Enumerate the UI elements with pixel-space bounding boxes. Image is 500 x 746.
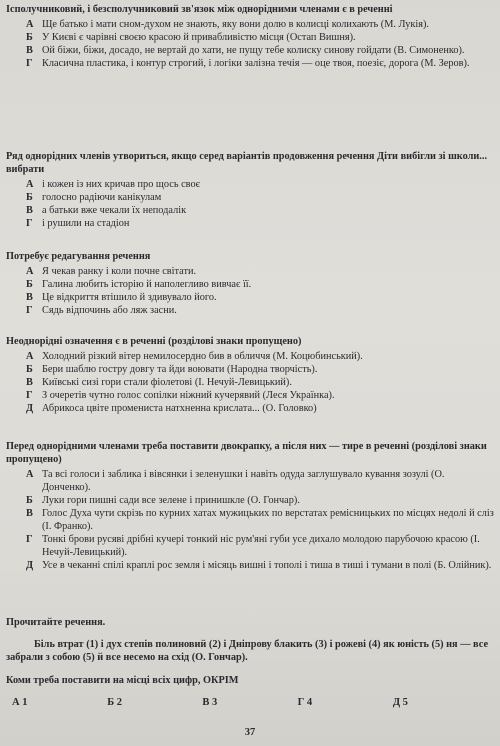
option[interactable]: [6, 278, 494, 291]
option[interactable]: [6, 363, 494, 376]
option-letter: В: [26, 508, 33, 519]
option[interactable]: [6, 31, 494, 44]
question-stem: Неоднорідні означення є в реченні (розділові знаки пропущено): [6, 336, 302, 347]
read-title: Прочитайте речення.: [6, 617, 106, 628]
option[interactable]: [6, 559, 494, 572]
option[interactable]: [6, 217, 494, 230]
option-text: Тонкі брови русяві дрібні кучері тонкий ніс рум'яні губи усе дихало молодою парубочою красою (І. Нечуй-Левицький).: [42, 534, 480, 558]
option-letter: Г: [26, 390, 33, 401]
read-question: Коми треба поставити на місці всіх цифр, ОКРІМ: [6, 675, 239, 686]
option[interactable]: [6, 304, 494, 317]
question-stem: Потребує редагування речення: [6, 251, 151, 262]
option[interactable]: [6, 265, 494, 278]
option-text: Ще батько і мати сном-духом не знають, яку вони долю в колисці колихають (М. Лукія).: [42, 19, 429, 30]
options-list: [6, 178, 494, 230]
option-text: Галина любить історію й наполегливо вивчає її.: [42, 279, 252, 290]
option[interactable]: [6, 494, 494, 507]
answer-option[interactable]: Г 4: [297, 697, 313, 708]
question-4: [6, 335, 494, 415]
options-list: [6, 350, 494, 415]
option-letter: А: [26, 266, 34, 277]
option-text: Я чекав ранку і коли почне світати.: [42, 266, 197, 277]
option[interactable]: [6, 191, 494, 204]
option[interactable]: [6, 204, 494, 217]
option[interactable]: [6, 57, 494, 70]
option-text: Абрикоса цвіте промениста натхненна крислата... (О. Головко): [42, 403, 317, 414]
page-number: 37: [244, 727, 256, 738]
question-5: [6, 440, 494, 572]
option-letter: Б: [26, 192, 33, 203]
option-text: Холодний різкий вітер немилосердно бив в обличчя (М. Коцюбинський).: [42, 351, 363, 362]
answer-option[interactable]: В 3: [202, 697, 218, 708]
option-letter: Б: [26, 364, 33, 375]
option-letter: А: [26, 351, 34, 362]
option-letter: В: [26, 292, 33, 303]
option[interactable]: [6, 291, 494, 304]
answer-options: [12, 697, 488, 708]
option-text: Це відкриття втішило й здивувало його.: [42, 292, 217, 303]
options-list: [6, 265, 494, 317]
question-stem: Ряд однорідних членів утвориться, якщо серед варіантів продовження речення Діти вибігли зі школи... вибрати: [6, 151, 488, 175]
option-letter: Б: [26, 279, 33, 290]
question-3: [6, 250, 494, 317]
options-list: [6, 468, 494, 572]
option-text: Усе в чеканні спілі краплі рос земля і місяць вишні і тополі і тиша в тиші і тумани в полі (Б. Олійник).: [42, 560, 492, 571]
option-text: Та всі голоси і заблика і вівсянки і зеленушки і навіть одуда заглушувало кування зозулі (О. Донченко).: [42, 469, 445, 493]
read-sentence: Біль втрат (1) і дух степів полиновий (2) і Дніпрову блакить (3) і рожеві (4) як юність (5) ня — все забрали з собою (5) й все несемо на схід (О. Гончар).: [6, 639, 489, 663]
option[interactable]: [6, 350, 494, 363]
question-stem: Ісполучниковий, і безсполучниковий зв'язок між однорідними членами є в реченні: [6, 4, 393, 15]
option-text: У Києві є чарівні своєю красою й привабливістю місця (Остап Вишня).: [42, 32, 356, 43]
option-letter: В: [26, 45, 33, 56]
option-letter: Б: [26, 495, 33, 506]
option-text: Бери шаблю гостру довгу та йди воювати (Народна творчість).: [42, 364, 318, 375]
option-letter: Б: [26, 32, 33, 43]
question-stem: Перед однорідними членами треба поставити двокрапку, а після них — тире в реченні (розділові знаки пропущено): [6, 441, 487, 465]
option-text: і кожен із них кричав про щось своє: [42, 179, 201, 190]
option-text: Київські сизі гори стали фіолетові (І. Нечуй-Левицький).: [42, 377, 292, 388]
option[interactable]: [6, 178, 494, 191]
option-text: голосно радіючи канікулам: [42, 192, 162, 203]
option-letter: А: [26, 469, 34, 480]
option-text: Сядь відпочинь або ляж засни.: [42, 305, 177, 316]
option-letter: А: [26, 179, 34, 190]
option-text: Класична пластика, і контур строгий, і логіки залізна течія — оце твоя, поезіє, дорога (М. Зеров).: [42, 58, 470, 69]
option[interactable]: [6, 533, 494, 559]
option-text: Ой біжи, біжи, досадо, не вертай до хати, не пущу тебе колиску синову гойдати (В. Симоненко).: [42, 45, 465, 56]
option-text: З очеретів чутно голос сопілки ніжний кучерявий (Леся Українка).: [42, 390, 335, 401]
option-letter: Г: [26, 218, 33, 229]
option[interactable]: [6, 402, 494, 415]
answer-option[interactable]: Д 5: [392, 697, 408, 708]
option-letter: Д: [26, 560, 34, 571]
option-letter: Г: [26, 305, 33, 316]
option[interactable]: [6, 507, 494, 533]
option-letter: В: [26, 205, 33, 216]
option-letter: В: [26, 377, 33, 388]
option-letter: Д: [26, 403, 34, 414]
option[interactable]: [6, 376, 494, 389]
question-1: [6, 3, 494, 70]
option-letter: Г: [26, 534, 33, 545]
answer-option[interactable]: Б 2: [107, 697, 123, 708]
option[interactable]: [6, 468, 494, 494]
option[interactable]: [6, 44, 494, 57]
option[interactable]: [6, 18, 494, 31]
question-2: [6, 150, 494, 230]
option-letter: А: [26, 19, 34, 30]
option-text: і рушили на стадіон: [42, 218, 130, 229]
option-letter: Г: [26, 58, 33, 69]
answer-option[interactable]: А 1: [12, 697, 28, 708]
option-text: а батьки вже чекали їх неподалік: [42, 205, 187, 216]
option-text: Голос Духа чути скрізь по курних хатах мужицьких по верстатах ремісницьких по місцях недолі й сліз (І. Франко).: [42, 508, 494, 532]
option[interactable]: [6, 389, 494, 402]
options-list: [6, 18, 494, 70]
option-text: Луки гори пишні сади все зелене і принишкле (О. Гончар).: [42, 495, 300, 506]
